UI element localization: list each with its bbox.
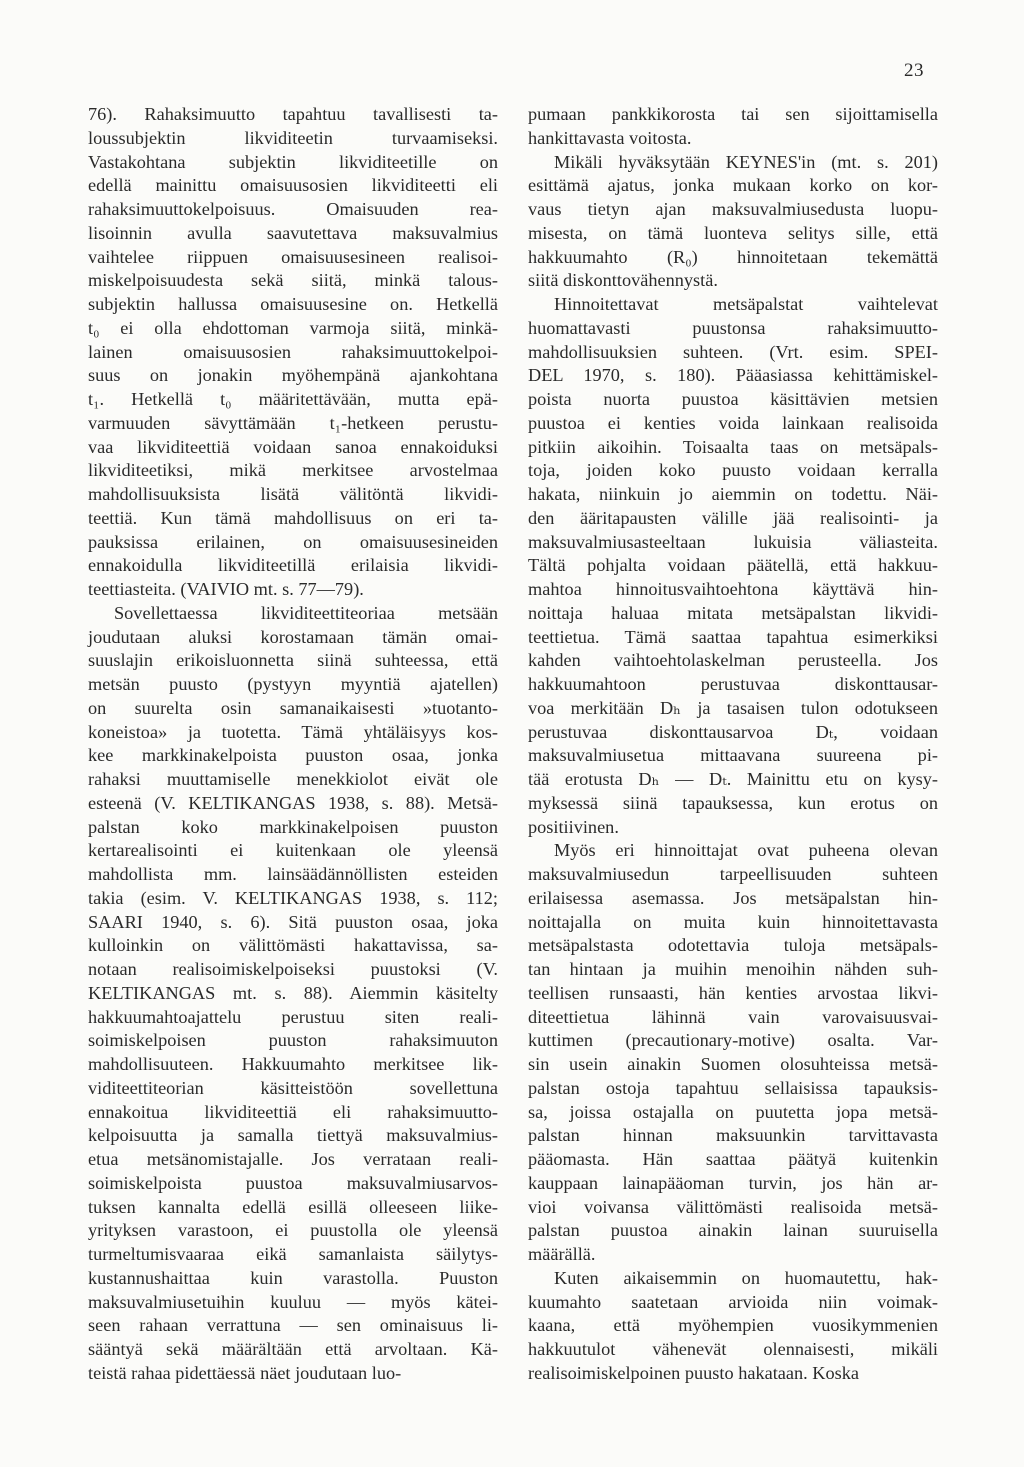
text-line: puustoa ei kenties voida lainkaan realisoida bbox=[528, 412, 938, 433]
text-line: sin usein ainakin Suomen olosuhteissa metsä- bbox=[528, 1054, 938, 1074]
text-line: lisoinnin avulla saavutettava maksuvalmius bbox=[88, 222, 498, 243]
text-line: erilaisessa asemassa. Jos metsäpalstan hin- bbox=[528, 887, 938, 908]
text-line: viditeettiteorian käsitteistöön sovellettuna bbox=[88, 1077, 498, 1098]
left-column bbox=[88, 103, 498, 1386]
text-line: mahtoa hinnoitusvaihtoehtona käyttävä hin- bbox=[528, 579, 938, 599]
text-line: hakata, niinkuin jo aiemmin on todettu. Näi- bbox=[528, 484, 938, 504]
text-line: teettiä. Kun tämä mahdollisuus on eri ta- bbox=[88, 507, 498, 528]
text-line: pääomasta. Hän saattaa päätyä kuitenkin bbox=[528, 1149, 938, 1169]
text-line: esteenä (V. KELTIKANGAS 1938, s. 88). Metsä- bbox=[88, 792, 498, 813]
text-line: mahdollista mm. lainsäädännöllisten esteiden bbox=[88, 864, 498, 884]
text-line: Hinnoitettavat metsäpalstat vaihtelevat bbox=[554, 294, 938, 314]
text-line: DEL 1970, s. 180). Pääasiassa kehittämiskel- bbox=[528, 365, 938, 386]
paragraph bbox=[528, 103, 938, 151]
text-line: mahdollisuuksista lisätä välitöntä likvidi- bbox=[88, 484, 498, 504]
text-line: kahden vaihtoehtolaskelman perusteella. Jos bbox=[528, 650, 938, 671]
text-line: teettiasteita. (VAIVIO mt. s. 77—79). bbox=[88, 579, 364, 599]
text-line: kee markkinakelpoista puuston osaa, jonka bbox=[88, 745, 498, 766]
paragraph bbox=[528, 293, 938, 839]
text-line: seen rahaan verrattuna — sen ominaisuus li- bbox=[88, 1315, 498, 1336]
text-line: 76). Rahaksimuutto tapahtuu tavallisesti ta- bbox=[88, 104, 498, 124]
text-line: maksuvalmiusedun tarpeellisuuden suhteen bbox=[528, 864, 938, 884]
text-line: maksuvalmiusasteeltaan lukuisia väliasteita. bbox=[528, 531, 938, 552]
text-line: teistä rahaa pidettäessä näet joudutaan luo- bbox=[88, 1362, 402, 1383]
text-line: kelpoisuutta ja samalla tiettyä maksuvalmius- bbox=[88, 1125, 498, 1146]
text-line: palstan puustoa ainakin lainan suuruisella bbox=[528, 1220, 938, 1241]
text-line: siitä diskonttovähennystä. bbox=[528, 270, 718, 291]
text-line: ennakoidulla likviditeetillä erilaisia likvidi- bbox=[88, 555, 498, 576]
text-line: pauksissa erilainen, on omaisuusesineiden bbox=[88, 531, 498, 552]
text-line: takia (esim. V. KELTIKANGAS 1938, s. 112; bbox=[88, 887, 498, 908]
text-line: tuksen kannalta edellä esillä olleeseen liike- bbox=[88, 1196, 498, 1217]
text-line: varmuuden sävyttämään t₁-hetkeen perustu- bbox=[88, 412, 498, 433]
text-line: pumaan pankkikorosta tai sen sijoittamisella bbox=[528, 104, 938, 124]
paragraph bbox=[528, 151, 938, 294]
text-line: turmeltumisvaaraa eikä samanlaista säilytys- bbox=[88, 1244, 498, 1264]
text-line: realisoimiskelpoinen puusto hakataan. Koska bbox=[528, 1362, 860, 1383]
text-line: kuumahto saatetaan arvioida niin voimak- bbox=[528, 1291, 938, 1312]
text-line: subjektin hallussa omaisuusesine on. Hetkellä bbox=[88, 294, 498, 314]
text-line: metsäpalstasta odotettavia tuloja metsäpals- bbox=[528, 935, 938, 956]
text-line: Mikäli hyväksytään KEYNES'in (mt. s. 201) bbox=[554, 151, 938, 172]
text-line: määrällä. bbox=[528, 1244, 596, 1264]
page-number: 23 bbox=[904, 60, 924, 81]
text-line: Tältä pohjalta voidaan päätellä, että hakkuu- bbox=[528, 555, 938, 576]
text-line: yrityksen varastoon, ei puustolla ole yleensä bbox=[88, 1220, 498, 1241]
text-line: tää erotusta Dₕ — Dₜ. Mainittu etu on kysy- bbox=[528, 769, 938, 789]
text-line: notaan realisoimiskelpoiseksi puustoksi (V. bbox=[88, 959, 498, 979]
text-line: suus on jonakin myöhempänä ajankohtana bbox=[88, 365, 498, 386]
text-line: soimiskelpoisen puuston rahaksimuuton bbox=[88, 1030, 498, 1051]
text-line: mahdollisuuteen. Hakkuumahto merkitsee lik- bbox=[88, 1054, 498, 1074]
text-line: soimiskelpoista puustoa maksuvalmiusarvos- bbox=[88, 1172, 498, 1193]
text-line: rahaksi muuttamiselle menekkiolot eivät ole bbox=[88, 769, 498, 789]
text-line: on suurelta osin samanaikaisesti »tuotanto- bbox=[88, 697, 498, 718]
text-line: maksuvalmiusetua mittaavana suureena pi- bbox=[528, 745, 938, 766]
paragraph bbox=[88, 103, 498, 602]
text-line: Myös eri hinnoittajat ovat puheena olevan bbox=[554, 840, 938, 861]
text-line: huomattavasti puustonsa rahaksimuutto- bbox=[528, 317, 938, 338]
paragraph bbox=[528, 1267, 938, 1386]
text-line: kauppaan lainapääoman turvin, jos hän ar- bbox=[528, 1172, 938, 1193]
text-line: sääntyä sekä määrältään että arvoltaan. Kä- bbox=[88, 1339, 498, 1359]
text-line: Sovellettaessa likviditeettiteoriaa metsään bbox=[114, 602, 498, 623]
text-line: teellisen runsaasti, hän kenties arvostaa likvi- bbox=[528, 982, 938, 1003]
text-line: positiivinen. bbox=[528, 816, 619, 837]
text-line: vaus tietyn ajan maksuvalmiusedusta luopu- bbox=[528, 199, 938, 219]
text-line: kertarealisointi ei kuitenkaan ole yleensä bbox=[88, 840, 498, 861]
text-line: t₁. Hetkellä t₀ määritettävään, mutta epä- bbox=[88, 389, 498, 409]
text-line: mahdollisuuksien suhteen. (Vrt. esim. SPEI- bbox=[528, 341, 938, 362]
text-line: tan hintaan ja muihin menoihin nähden suh- bbox=[528, 959, 938, 979]
text-line: noittaja haluaa mitata metsäpalstan likvidi- bbox=[528, 602, 938, 623]
text-line: hakkuumahtoajattelu perustuu siten reali- bbox=[88, 1006, 498, 1027]
text-line: teettietua. Tämä saattaa tapahtua esimerkiksi bbox=[528, 626, 938, 647]
text-line: poista nuorta puustoa käsittävien metsien bbox=[528, 389, 938, 409]
text-line: kustannushaittaa kuin varastolla. Puuston bbox=[88, 1267, 498, 1288]
text-line: vioi voivansa välittömästi realisoida metsä- bbox=[528, 1196, 938, 1217]
text-line: loussubjektin likviditeetin turvaamiseksi. bbox=[88, 127, 498, 148]
text-line: esittämä ajatus, jonka mukaan korko on kor- bbox=[528, 175, 938, 196]
text-line: kuttimen (precautionary-motive) osalta. Var- bbox=[528, 1030, 938, 1051]
text-line: Vastakohtana subjektin likviditeetille on bbox=[88, 151, 498, 172]
text-line: edellä mainittu omaisuusosien likviditeetti eli bbox=[88, 175, 498, 196]
text-line: ennakoitua likviditeettiä eli rahaksimuutto- bbox=[88, 1101, 498, 1122]
text-line: vaa likviditeettiä voidaan sanoa ennakoiduksi bbox=[88, 436, 498, 457]
text-line: noittajalla on muita kuin hinnoitettavasta bbox=[528, 911, 938, 932]
text-line: voa merkitään Dₕ ja tasaisen tulon odotukseen bbox=[528, 697, 938, 718]
text-line: etua metsänomistajalle. Jos verrataan reali- bbox=[88, 1149, 498, 1169]
text-line: rahaksimuuttokelpoisuus. Omaisuuden rea- bbox=[88, 199, 498, 219]
text-line: metsän puusto (pystyyn myyntiä ajatellen) bbox=[88, 674, 498, 694]
text-line: maksuvalmiusetuihin kuuluu — myös kätei- bbox=[88, 1291, 498, 1312]
text-line: sa, joissa ostajalla on puutetta jopa metsä- bbox=[528, 1101, 938, 1122]
text-line: miskelpoisuudesta sekä siitä, minkä talous- bbox=[88, 270, 498, 291]
paragraph bbox=[528, 839, 938, 1267]
text-line: joudutaan aluksi korostamaan tämän omai- bbox=[88, 626, 498, 647]
right-column bbox=[528, 103, 938, 1386]
text-line: palstan koko markkinakelpoisen puuston bbox=[88, 816, 498, 837]
text-line: toja, joiden koko puusto voidaan kerralla bbox=[528, 460, 938, 481]
text-line: hakkuumahto (R₀) hinnoitetaan tekemättä bbox=[528, 246, 938, 267]
text-line: Kuten aikaisemmin on huomautettu, hak- bbox=[554, 1267, 938, 1288]
text-line: hankittavasta voitosta. bbox=[528, 127, 692, 148]
text-line: t₀ ei olla ehdottoman varmoja siitä, minkä- bbox=[88, 317, 498, 338]
text-line: lainen omaisuusosien rahaksimuuttokelpoi- bbox=[88, 341, 498, 362]
text-line: kulloinkin on välittömästi hakattavissa, sa- bbox=[88, 935, 498, 956]
text-line: KELTIKANGAS mt. s. 88). Aiemmin käsitelty bbox=[88, 982, 498, 1003]
text-line: misesta, on tämä luonteva selitys sille, että bbox=[528, 222, 938, 243]
text-line: pitkiin aikoihin. Toisaalta taas on metsäpals- bbox=[528, 436, 938, 457]
text-line: den ääritapausten välille jää realisointi- ja bbox=[528, 507, 938, 528]
text-line: diteettietua lähinnä vain varovaisuusvai- bbox=[528, 1006, 938, 1027]
text-line: palstan hinnan maksuunkin tarvittavasta bbox=[528, 1125, 938, 1146]
text-line: hakkuutulot vähenevät olennaisesti, mikäli bbox=[528, 1339, 938, 1359]
text-line: likviditeetiksi, mikä merkitsee arvostelmaa bbox=[88, 460, 498, 481]
text-line: vaihtelee riippuen omaisuusesineen realisoi- bbox=[88, 246, 498, 267]
text-line: palstan ostoja tapahtuu sellaisissa tapauksis- bbox=[528, 1077, 938, 1098]
text-line: hakkuumahtoon perustuvaa diskonttausar- bbox=[528, 674, 938, 694]
text-line: suuslajin erikoisluonnetta siinä suhteessa, että bbox=[88, 650, 498, 671]
text-line: koneistoa» ja tuotetta. Tämä yhtäläisyys kos- bbox=[88, 721, 498, 742]
text-line: myksessä siinä tapauksessa, kun erotus on bbox=[528, 792, 938, 813]
text-line: perustuvaa diskonttausarvoa Dₜ, voidaan bbox=[528, 721, 938, 742]
text-line: SAARI 1940, s. 6). Sitä puuston osaa, joka bbox=[88, 911, 498, 932]
paragraph bbox=[88, 602, 498, 1386]
text-line: kaana, että myöhempien vuosikymmenien bbox=[528, 1315, 938, 1336]
